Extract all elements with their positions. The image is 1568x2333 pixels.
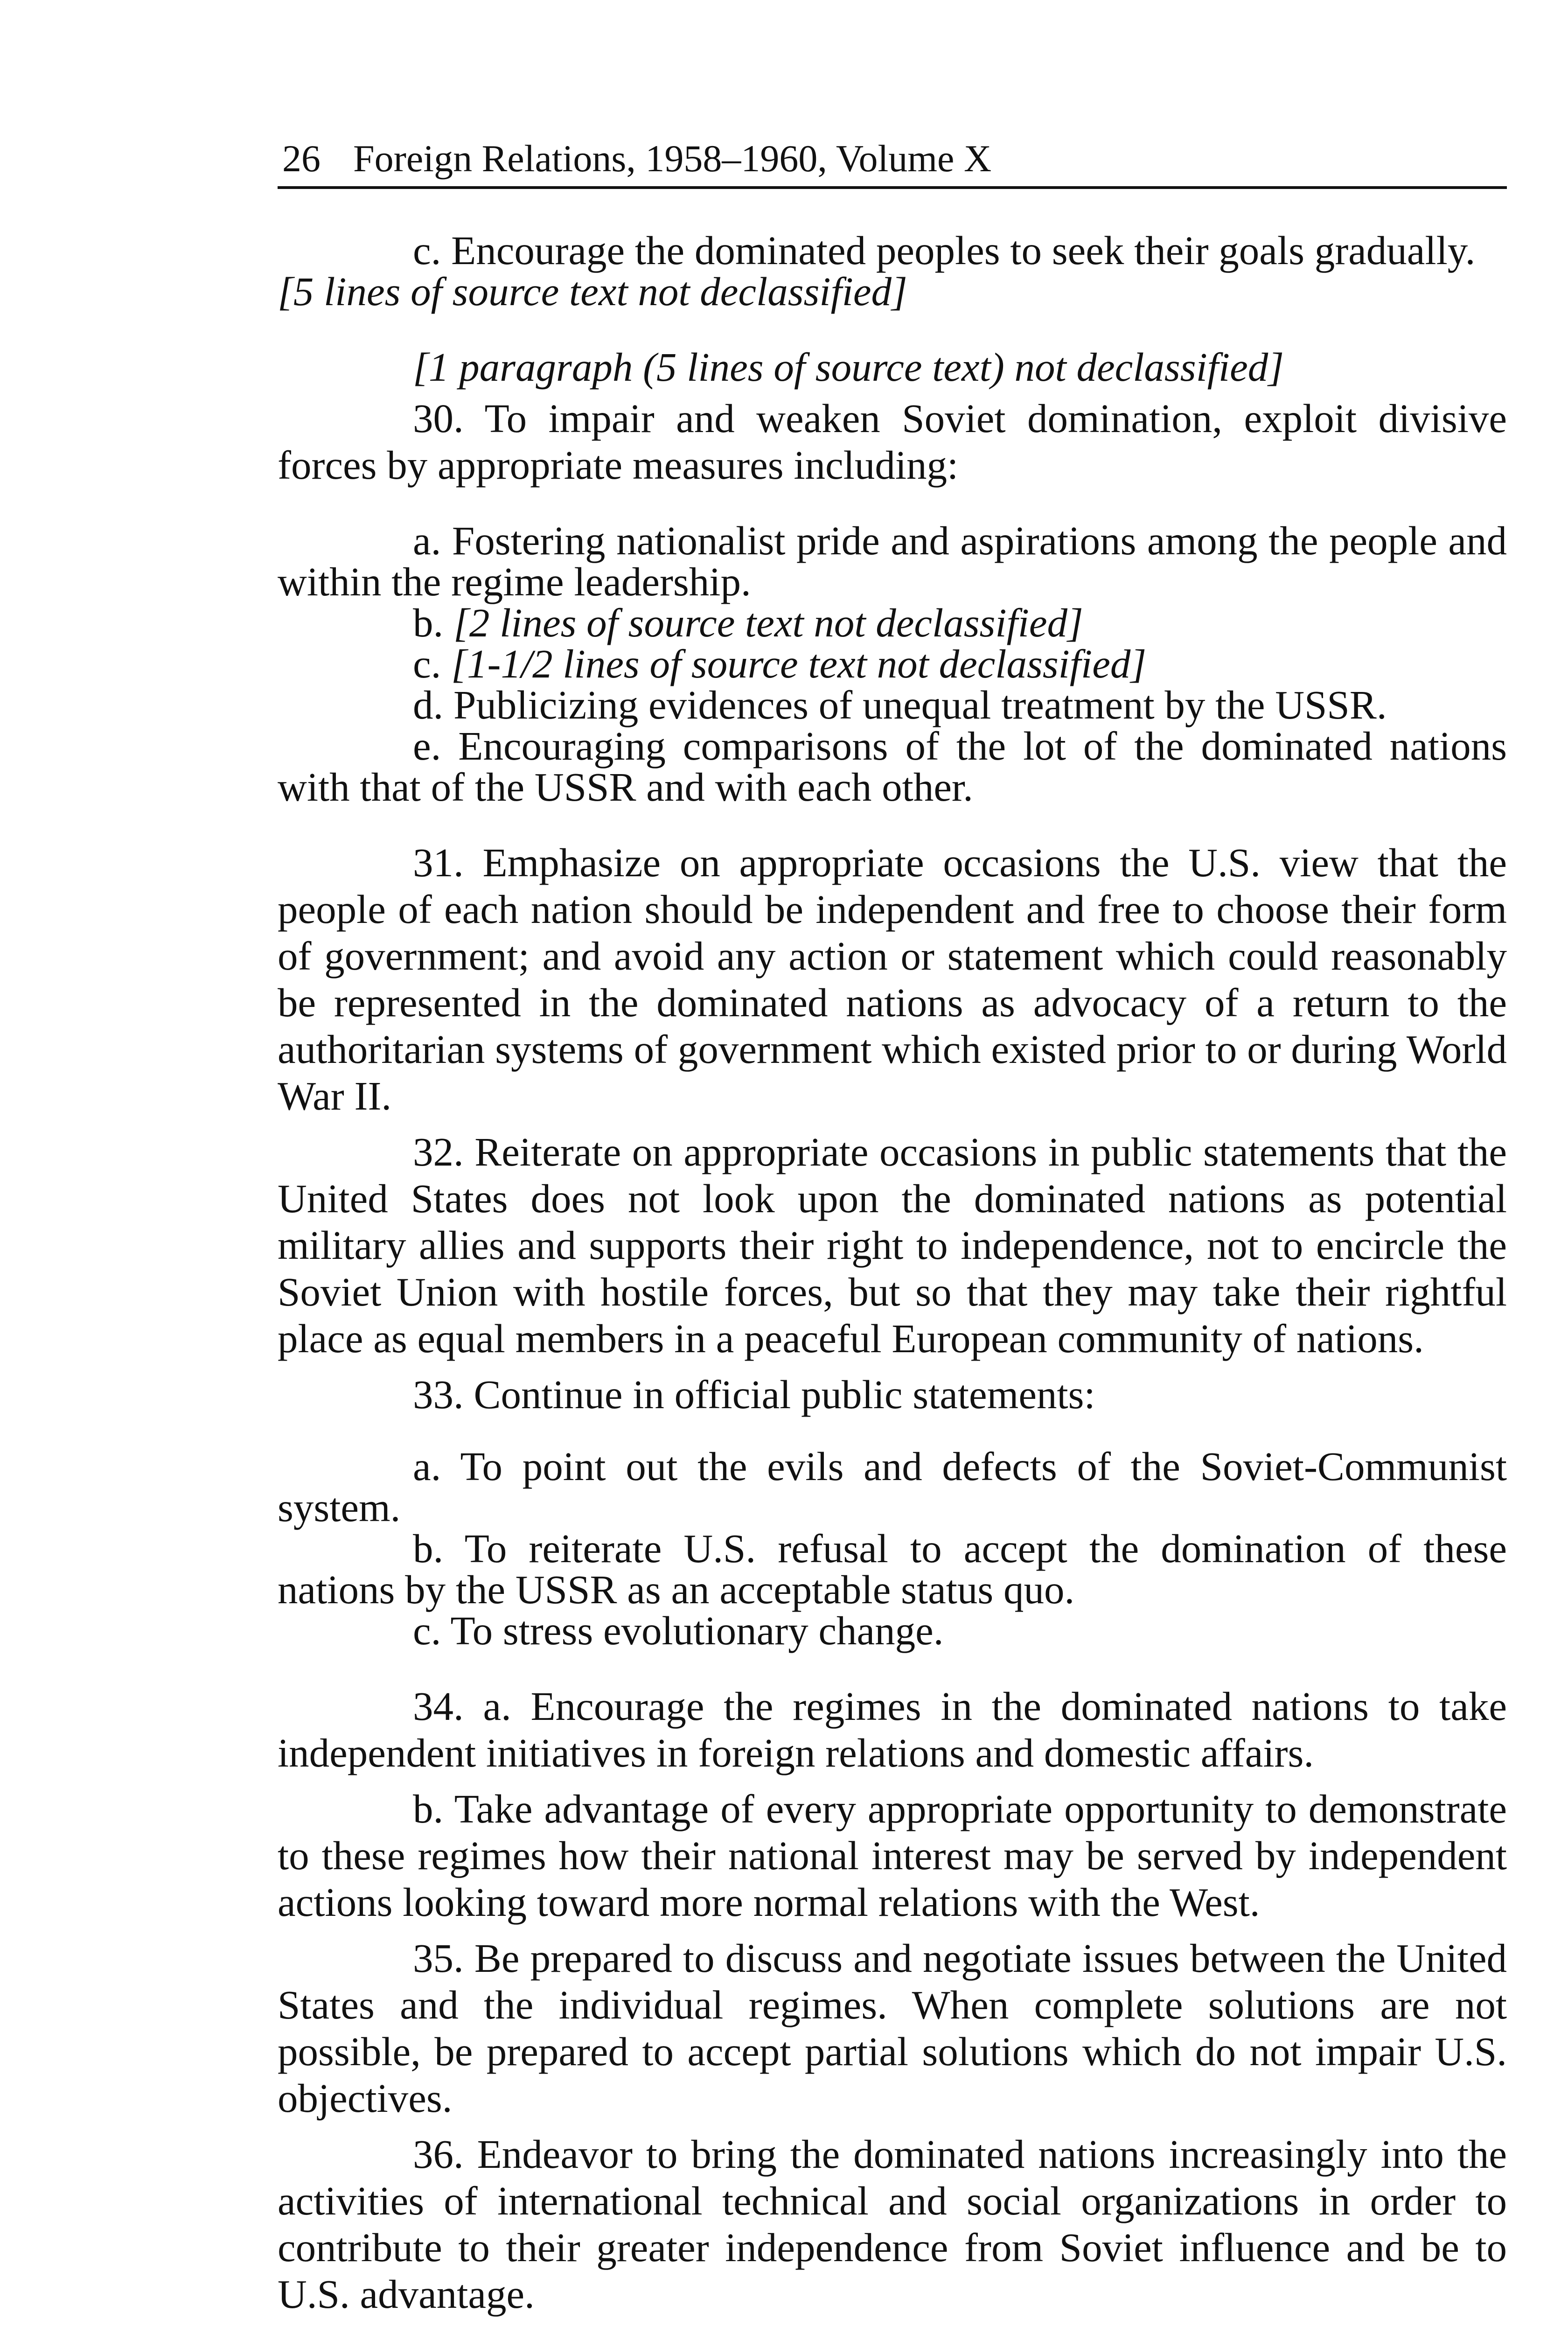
redaction-note: [2 lines of source text not declassified] xyxy=(453,600,1083,645)
running-header xyxy=(278,135,1507,184)
paragraph-29c-text: c. Encourage the dominated peoples to seek their goals gradually. xyxy=(413,228,1476,273)
paragraph-30e: e. Encouraging comparisons of the lot of the dominated nations with that of the USSR and with each other. xyxy=(278,723,1507,810)
paragraph-29c xyxy=(278,230,1507,312)
paragraph-34b: b. Take advantage of every appropriate opportunity to demonstrate to these regimes how their national interest may be served by independent actions looking toward more normal relations with the West. xyxy=(278,1786,1507,1925)
redaction-paragraph: [1 paragraph (5 lines of source text) not declassified] xyxy=(413,344,1284,390)
paragraph-33: 33. Continue in official public statements: xyxy=(413,1372,1095,1417)
paragraph-30b xyxy=(278,602,1507,643)
paragraph-35: 35. Be prepared to discuss and negotiate issues between the United States and the individual regimes. When complete solutions are not possible, be prepared to accept partial solutions which do not impair U.S. objectives. xyxy=(278,1935,1507,2121)
paragraph-30d: d. Publicizing evidences of unequal treatment by the USSR. xyxy=(413,682,1387,727)
header-rule xyxy=(278,186,1507,189)
paragraph-30c-label: c. xyxy=(413,641,441,686)
paragraph-30c xyxy=(278,643,1507,685)
paragraph-36: 36. Endeavor to bring the dominated nations increasingly into the activities of international technical and social organizations in order to contribute to their greater independence from Soviet influence and be to U.S. advantage. xyxy=(278,2131,1507,2317)
page-number: 26 xyxy=(282,137,321,180)
paragraph-34a: 34. a. Encourage the regimes in the dominated nations to take independent initiatives in foreign relations and domestic affairs. xyxy=(278,1683,1507,1775)
paragraph-30b-label: b. xyxy=(413,600,444,645)
paragraph-30a: a. Fostering nationalist pride and aspirations among the people and within the regime leadership. xyxy=(278,518,1507,604)
redaction-note: [1-1/2 lines of source text not declassified] xyxy=(451,641,1147,686)
redaction-note: [5 lines of source text not declassified] xyxy=(278,269,907,314)
paragraph-32: 32. Reiterate on appropriate occasions in public statements that the United States does not look upon the dominated nations as potential military allies and supports their right to independence, not to encircle the Soviet Union with hostile forces, but so that they may take their rightful place as equal members in a peaceful European community of nations. xyxy=(278,1129,1507,1361)
document-body xyxy=(278,230,1507,2318)
paragraph-33a: a. To point out the evils and defects of the Soviet-Communist system. xyxy=(278,1444,1507,1530)
volume-title: Foreign Relations, 1958–1960, Volume X xyxy=(353,137,992,180)
paragraph-30: 30. To impair and weaken Soviet domination, exploit divisive forces by appropriate measures including: xyxy=(278,396,1507,488)
paragraph-33b: b. To reiterate U.S. refusal to accept the domination of these nations by the USSR as an acceptable status quo. xyxy=(278,1526,1507,1612)
paragraph-31: 31. Emphasize on appropriate occasions the U.S. view that the people of each nation should be independent and free to choose their form of government; and avoid any action or statement which could reasonably be represented in the dominated nations as advocacy of a return to the authoritarian systems of government which existed prior to or during World War II. xyxy=(278,840,1507,1118)
paragraph-33c: c. To stress evolutionary change. xyxy=(413,1608,944,1653)
document-page xyxy=(278,135,1507,2318)
